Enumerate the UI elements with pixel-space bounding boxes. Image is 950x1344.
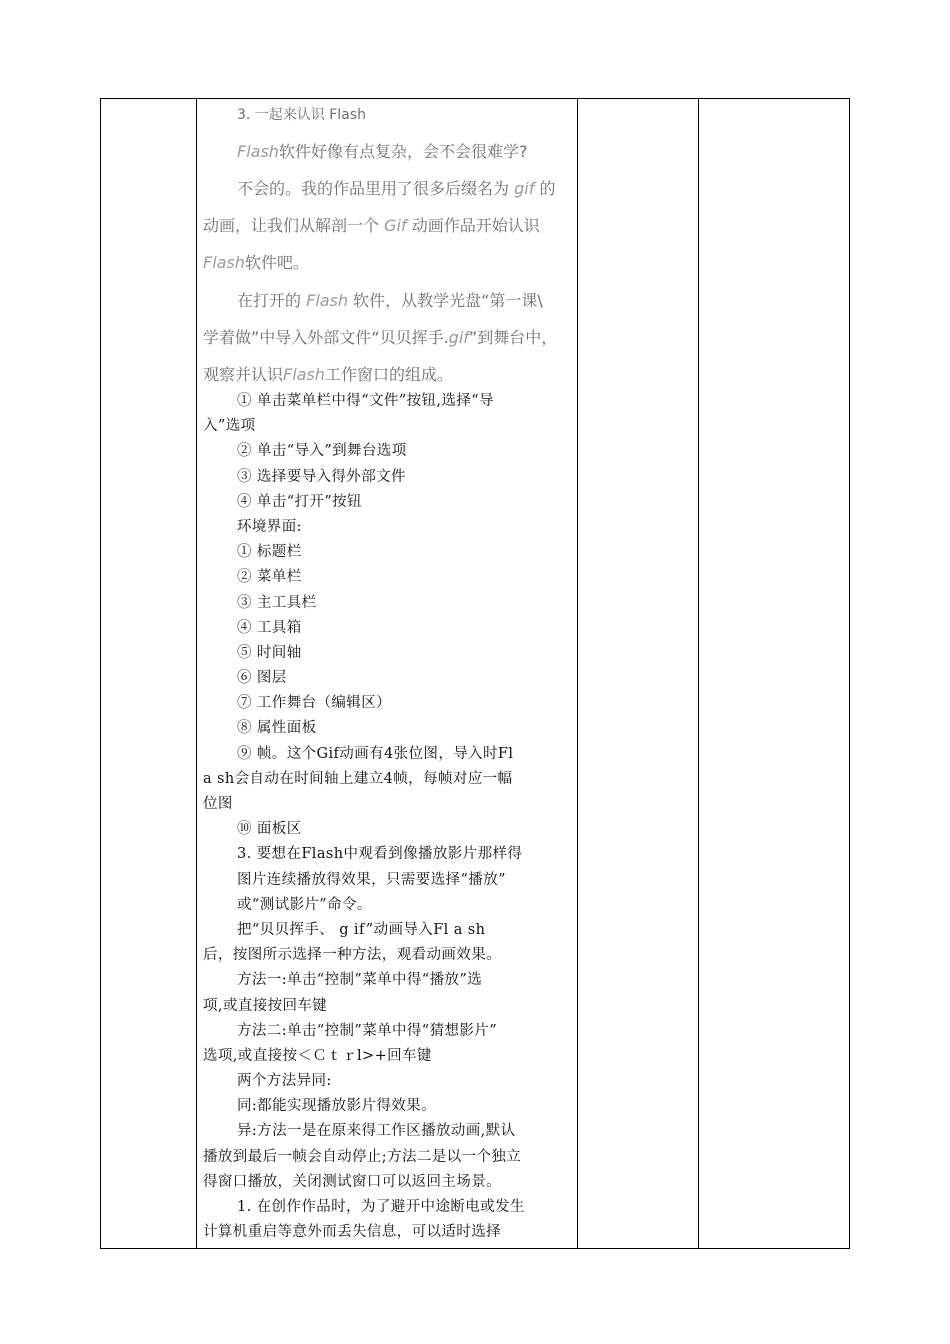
intro-line: Flash软件吧。 <box>203 253 309 272</box>
text-line: ⑥ 图层 <box>237 670 287 687</box>
text-line: 环境界面: <box>237 518 302 535</box>
procedure-text <box>203 389 575 1245</box>
intro-line: 观察并认识Flash工作窗口的组成。 <box>203 365 453 384</box>
text-line: ② 单击“导入”到舞台选项 <box>237 443 407 460</box>
text-line: ⑩ 面板区 <box>237 821 302 838</box>
text-line: ② 菜单栏 <box>237 569 302 586</box>
column-divider <box>196 99 197 1248</box>
teaching-content-cell <box>203 100 575 1249</box>
intro-line: 在打开的 Flash 软件，从教学光盘“第一课\ <box>237 291 543 310</box>
text-line: 图片连续播放得效果，只需要选择“播放” <box>237 871 506 888</box>
text-line: ① 标题栏 <box>237 544 302 561</box>
section-heading: 3. 一起来认识 Flash <box>237 107 366 123</box>
intro-line: 不会的。我的作品里用了很多后缀名为 gif 的 <box>237 179 556 198</box>
text-line: 3. 要想在Flash中观看到像播放影片那样得 <box>237 846 523 863</box>
text-line: 或“测试影片”命令。 <box>237 896 372 913</box>
text-line: 位图 <box>203 796 233 812</box>
text-line: ④ 工具箱 <box>237 619 302 636</box>
text-line: 把“贝贝挥手、 g if”动画导入Fl a sh <box>237 921 486 938</box>
intro-line: 动画，让我们从解剖一个 Gif 动画作品开始认识 <box>203 216 540 235</box>
text-line: ④ 单击“打开”按钮 <box>237 493 362 510</box>
text-line: 得窗口播放，关闭测试窗口可以返回主场景。 <box>203 1173 501 1190</box>
text-line: ① 单击菜单栏中得“文件”按钮,选择“导 <box>237 393 494 409</box>
text-line: 播放到最后一帧会自动停止;方法二是以一个独立 <box>203 1148 522 1165</box>
text-line: ③ 选择要导入得外部文件 <box>237 468 406 485</box>
text-line: 同:都能实现播放影片得效果。 <box>237 1098 436 1115</box>
text-line: ③ 主工具栏 <box>237 594 317 611</box>
text-line: 异:方法一是在原来得工作区播放动画,默认 <box>237 1123 516 1140</box>
text-line: 项,或直接按回车键 <box>203 997 328 1014</box>
text-line: ⑧ 属性面板 <box>237 720 317 737</box>
text-line: 入”选项 <box>203 418 256 435</box>
column-divider <box>577 99 578 1248</box>
text-line: 两个方法异同: <box>237 1073 332 1090</box>
text-line: ⑤ 时间轴 <box>237 644 302 661</box>
text-line: 计算机重启等意外而丢失信息，可以适时选择 <box>203 1224 501 1241</box>
text-line: 1. 在创作作品时，为了避开中途断电或发生 <box>237 1199 525 1215</box>
text-line: 方法一:单击“控制”菜单中得“播放”选 <box>237 972 483 989</box>
intro-paragraphs <box>203 133 575 393</box>
text-line: a sh会自动在时间轴上建立4帧，每帧对应一幅 <box>203 770 513 787</box>
column-divider <box>698 99 699 1248</box>
intro-line: 学着做”中导入外部文件“贝贝挥手.gif”到舞台中， <box>203 328 558 347</box>
text-line: 后，按图所示选择一种方法，观看动画效果。 <box>203 947 501 964</box>
intro-line: Flash软件好像有点复杂，会不会很难学? <box>237 142 528 161</box>
text-line: 选项,或直接按＜Ｃｔｒl>+回车键 <box>203 1047 432 1064</box>
text-line: 方法二:单击“控制”菜单中得“猜想影片” <box>237 1022 498 1039</box>
text-line: ⑨ 帧。这个Gif动画有4张位图，导入时Fl <box>237 745 514 762</box>
text-line: ⑦ 工作舞台（编辑区） <box>237 695 392 712</box>
